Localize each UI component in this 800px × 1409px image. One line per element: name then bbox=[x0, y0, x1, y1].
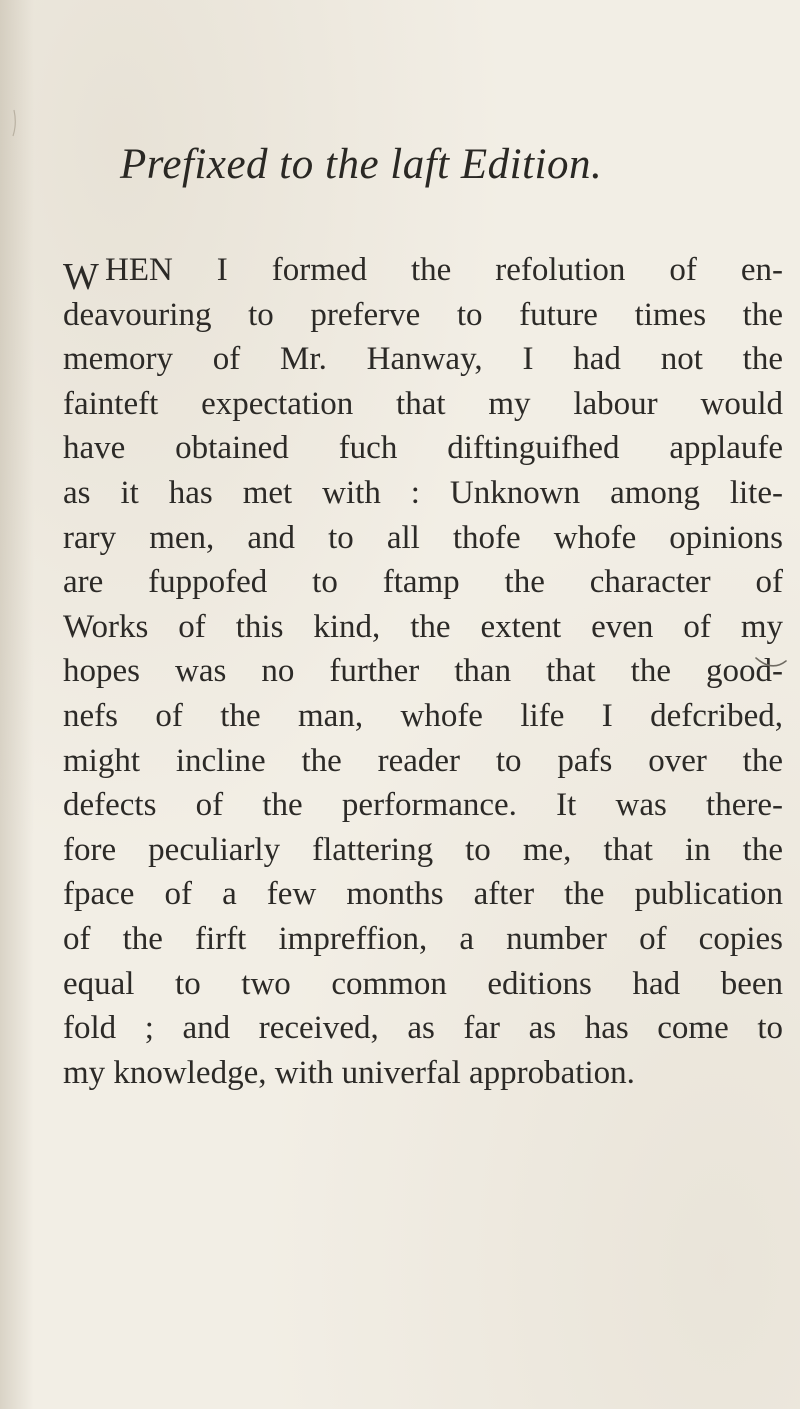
text-line: equal to two common editions had been bbox=[63, 965, 783, 1002]
text-line: are fuppofed to ftamp the character of bbox=[63, 564, 783, 601]
text-line: defects of the performance. It was there- bbox=[63, 787, 783, 824]
text-line: have obtained fuch diftinguifhed applaufe bbox=[63, 430, 783, 467]
text-line: fpace of a few months after the publication bbox=[63, 876, 783, 913]
text-line: might incline the reader to pafs over the bbox=[63, 742, 783, 779]
text-line: HEN I formed the refolution of en- bbox=[105, 252, 783, 288]
drop-capital: W bbox=[63, 256, 99, 298]
text-line: of the firft impreffion, a number of copies bbox=[63, 920, 783, 957]
page-heading: Prefixed to the laft Edition. bbox=[120, 141, 603, 188]
text-line: deavouring to preferve to future times the bbox=[63, 296, 783, 333]
text-line: my knowledge, with univerfal approbation. bbox=[63, 1054, 635, 1091]
text-line: Works of this kind, the extent even of my bbox=[63, 608, 783, 645]
text-line: nefs of the man, whofe life I defcribed, bbox=[63, 697, 783, 734]
text-line: memory of Mr. Hanway, I had not the bbox=[63, 341, 783, 378]
text-line: hopes was no further than that the good- bbox=[63, 653, 783, 690]
preface-paragraph bbox=[63, 248, 783, 1095]
text-line: rary men, and to all thofe whofe opinions bbox=[63, 519, 783, 556]
text-line: fold ; and received, as far as has come to bbox=[63, 1010, 783, 1047]
text-line: fore peculiarly flattering to me, that in the bbox=[63, 831, 783, 868]
text-line: fainteft expectation that my labour would bbox=[63, 385, 783, 422]
page-gutter-shadow bbox=[0, 0, 34, 1409]
text-line: as it has met with : Unknown among lite- bbox=[63, 474, 783, 511]
